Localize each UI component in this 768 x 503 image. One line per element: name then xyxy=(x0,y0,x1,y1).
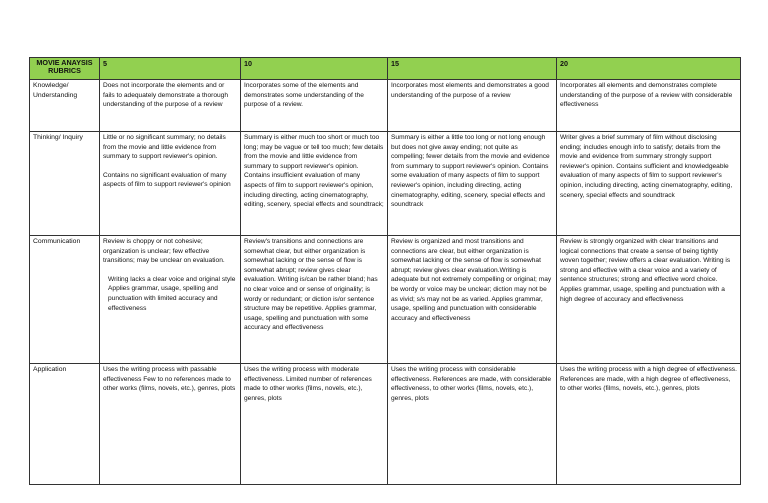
cell-text: Uses the writing process with considerable effectiveness. References are made, with considerable effectiveness, to other works (films, novels, etc.), genres, plots xyxy=(391,366,552,402)
rubric-cell xyxy=(388,80,557,132)
category-label: Communication xyxy=(30,236,100,364)
cell-text: Little or no significant summary; no details from the movie and little evidence from summary to support reviewer's opinion. xyxy=(103,134,226,161)
cell-text: Summary is either a little too long or not long enough but does not give away ending; not quite as compelling; fewer details from the movie and evidence from summary to support reviewer's opinion. Contains some evaluation of many aspects of film to support reviewer's opinion, including directing, acting cinematography, editing, scenery, special effects and soundtrack xyxy=(391,134,550,209)
rubric-cell xyxy=(241,236,388,364)
cell-text: Uses the writing process with passable effectiveness Few to no references made to other works (films, novels, etc.), genres, plots xyxy=(103,366,236,393)
rubric-cell xyxy=(388,132,557,236)
rubric-cell xyxy=(388,364,557,485)
rubric-cell xyxy=(100,364,241,485)
rubric-cell xyxy=(557,80,741,132)
category-label: Knowledge/ Understanding xyxy=(30,80,100,132)
rubric-cell xyxy=(100,80,241,132)
cell-text: Incorporates all elements and demonstrates complete understanding of the purpose of a review with considerable effectiveness xyxy=(560,82,733,109)
cell-text: Writing lacks a clear voice and original style Applies grammar, usage, spelling and punctuation with limited accuracy and effectiveness xyxy=(108,275,236,312)
rubric-table xyxy=(29,57,741,485)
cell-text: Incorporates most elements and demonstrates a good understanding of the purpose of a review xyxy=(391,82,549,99)
cell-text: Uses the writing process with a high degree of effectiveness. References are made, with a high degree of effectiveness, to other works (films, novels, etc.), genres, plots xyxy=(560,366,737,393)
rubric-cell xyxy=(388,236,557,364)
cell-text: Uses the writing process with moderate effectiveness. Limited number of references made to other works (films, novels, etc.), genres, plots xyxy=(244,366,372,402)
rubric-cell xyxy=(100,236,241,364)
rubric-cell xyxy=(557,364,741,485)
table-row xyxy=(30,80,741,132)
header-row xyxy=(30,58,741,80)
cell-text: Review's transitions and connections are somewhat clear, but either organization is somewhat lacking or the sense of flow is somewhat abrupt; review gives clear evaluation. Writing is/can be rather bland; has no clear voice and or sense of originality; is wordy or redundant; or diction is/or sentence structure may be repetitive. Applies grammar, usage, spelling and punctuation with some accuracy and effectiveness xyxy=(244,238,378,332)
rubric-title: MOVIE ANAYSIS RUBRICS xyxy=(30,58,100,80)
category-label: Application xyxy=(30,364,100,485)
level-15-header: 15 xyxy=(388,58,557,80)
rubric-cell xyxy=(241,364,388,485)
rubric-cell xyxy=(557,132,741,236)
table-row xyxy=(30,364,741,485)
rubric-cell xyxy=(100,132,241,236)
rubric-cell xyxy=(241,132,388,236)
rubric-cell xyxy=(241,80,388,132)
cell-text: Writer gives a brief summary of film without disclosing ending; includes enough info to satisfy; details from the movie and evidence from summary strongly support reviewer's opinion. Contains sufficient and knowledgeable evaluation of many aspects of film to support reviewer's opinion, including directing, acting cinematography, editing, scenery, special effects and soundtrack xyxy=(560,134,733,199)
table-row xyxy=(30,132,741,236)
category-label: Thinking/ Inquiry xyxy=(30,132,100,236)
cell-text: Review is choppy or not cohesive; organization is unclear; few effective transitions; may be unclear on evaluation. xyxy=(103,238,225,265)
rubric-cell xyxy=(557,236,741,364)
cell-text: Contains no significant evaluation of many aspects of film to support reviewer's opinion xyxy=(103,171,231,189)
cell-text: Incorporates some of the elements and demonstrates some understanding of the purpose of a review. xyxy=(244,82,364,109)
level-20-header: 20 xyxy=(557,58,741,80)
level-10-header: 10 xyxy=(241,58,388,80)
cell-text: Summary is either much too short or much too long; may be vague or tell too much; few details from the movie and little evidence from summary to support reviewer's opinion. Contains insufficient evaluation of many aspects of film to support reviewer's opinion, including directing, acting cinematography, editing, scenery, special effects and soundtrack; xyxy=(244,134,384,209)
cell-text: Review is organized and most transitions and connections are clear, but either organization is somewhat lacking or the sense of flow is somewhat abrupt; review gives clear evaluation.Writing is adequate but not extremely compelling or original; may be wordy or voice may be unclear; diction may not be as vivid; s/s may not be as varied. Applies grammar, usage, spelling and punctuation with considerable accuracy and effectiveness xyxy=(391,238,552,322)
table-row xyxy=(30,236,741,364)
level-5-header: 5 xyxy=(100,58,241,80)
cell-text: Does not incorporate the elements and or fails to adequately demonstrate a thorough understanding of the purpose of a review xyxy=(103,82,228,109)
cell-text: Review is strongly organized with clear transitions and logical connections that create a sense of being tightly woven together; review offers a clear evaluation. Writing is strong and effective with a clear voice and a variety of sentence structures; strong and effective word choice. Applies grammar, usage, spelling and punctuation with a high degree of accuracy and effectiveness xyxy=(560,238,731,303)
